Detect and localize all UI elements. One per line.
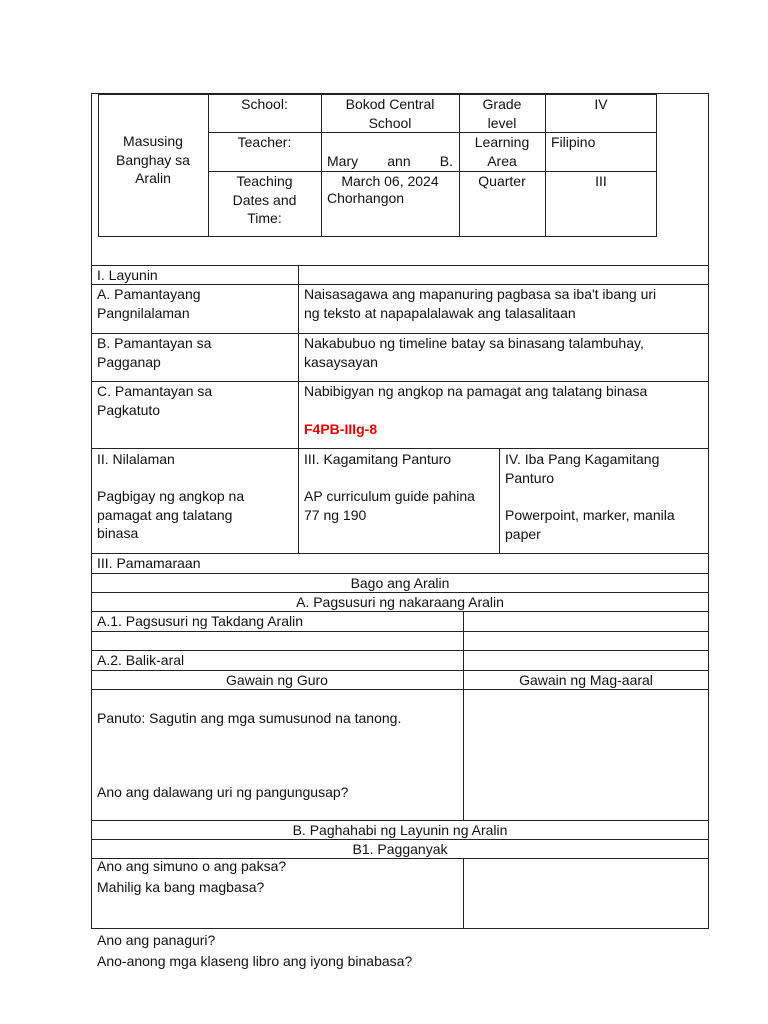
iba-pang-kagamitan-heading: IV. Iba Pang Kagamitang Panturo (505, 451, 660, 486)
kagamitang-panturo-body: AP curriculum guide pahina 77 ng 190 (304, 488, 475, 523)
layunin-heading: I. Layunin (97, 267, 158, 283)
panuto-text: Panuto: Sagutin ang mga sumusunod na tanong. (97, 709, 402, 726)
learning-area-label: Learning Area (474, 134, 530, 169)
school-value: Bokod Central School (345, 96, 435, 131)
pagganyak-heading: B1. Pagganyak (352, 841, 448, 857)
school-label: School: (241, 96, 288, 112)
pagganyak-guro-content (91, 858, 463, 990)
grade-value: IV (594, 96, 608, 112)
gawain-ng-guro-header: Gawain ng Guro (226, 672, 328, 688)
pamantayang-pangnilalaman-label: A. Pamantayang Pangnilalaman (97, 286, 201, 321)
lesson-plan-title: Masusing Banghay sa Aralin (116, 133, 190, 186)
iba-pang-kagamitan-body: Powerpoint, marker, manila paper (505, 507, 675, 542)
pamantayan-pagganap-label: B. Pamantayan sa Pagganap (97, 335, 212, 370)
teacher-value-line2: Chorhangon (327, 189, 405, 206)
gawain-ng-magaaral-header: Gawain ng Mag-aaral (519, 672, 653, 688)
motivation-question-1: Mahilig ka bang magbasa? (97, 878, 265, 895)
nilalaman-heading: II. Nilalaman (97, 451, 175, 467)
pagsusuri-takdang-aralin: A.1. Pagsusuri ng Takdang Aralin (97, 613, 303, 629)
quarter-label: Quarter (478, 173, 526, 189)
teacher-label: Teacher: (237, 134, 292, 150)
pamantayang-pangnilalaman-value: Naisasagawa ang mapanuring pagbasa sa iba't ibang uri ng teksto at napapalalawak ang talasalitaan (304, 286, 657, 321)
pamamaraan-heading: III. Pamamaraan (97, 555, 201, 571)
question-2: Ano ang simuno o ang paksa? (97, 857, 287, 874)
quarter-value: III (595, 173, 607, 189)
question-1: Ano ang dalawang uri ng pangungusap? (97, 783, 349, 800)
pamantayan-pagganap-value: Nakabubuo ng timeline batay sa binasang talambuhay, kasaysayan (304, 335, 644, 370)
teacher-value-line1: Mary ann B. (327, 152, 453, 169)
competency-code: F4PB-IIIg-8 (304, 421, 378, 437)
pamantayan-pagkatuto-value: Nabibigyan ng angkop na pamagat ang talatang binasa (304, 383, 648, 399)
grade-label: Grade level (482, 96, 522, 131)
paghahabi-layunin: B. Paghahabi ng Layunin ng Aralin (292, 822, 508, 838)
balik-aral: A.2. Balik-aral (97, 652, 185, 668)
question-3: Ano ang panaguri? (97, 931, 216, 948)
teaching-dates-label: Teaching Dates and Time: (232, 173, 297, 226)
teaching-dates-value: March 06, 2024 (341, 173, 439, 189)
learning-area-value: Filipino (551, 134, 596, 150)
nilalaman-body: Pagbigay ng angkop na pamagat ang talatang binasa (97, 488, 245, 541)
bago-ang-aralin: Bago ang Aralin (350, 575, 450, 591)
kagamitang-panturo-heading: III. Kagamitang Panturo (304, 451, 452, 467)
motivation-question-2: Ano-anong mga klaseng libro ang iyong binabasa? (97, 952, 413, 969)
pagsusuri-nakaraang-aralin: A. Pagsusuri ng nakaraang Aralin (296, 594, 504, 610)
pamantayan-pagkatuto-label: C. Pamantayan sa Pagkatuto (97, 383, 213, 418)
